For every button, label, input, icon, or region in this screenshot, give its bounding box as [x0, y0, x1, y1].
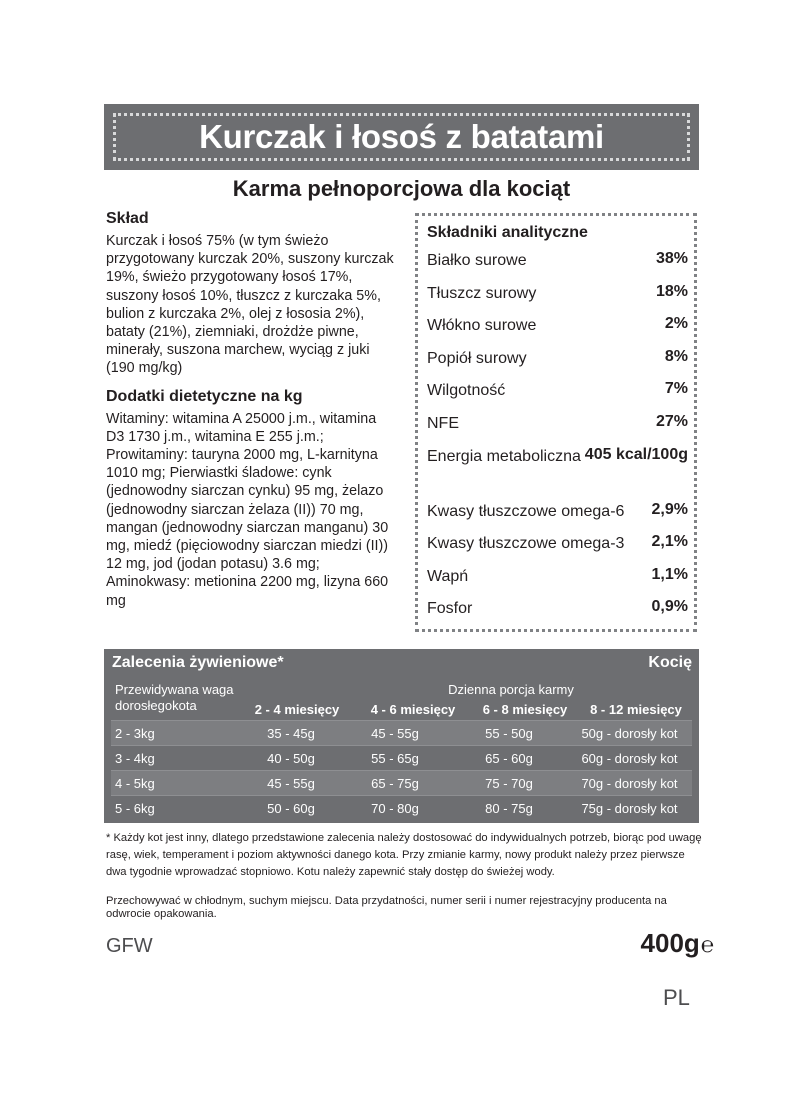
analytic-label: NFE	[427, 414, 459, 432]
feeding-footnote: * Każdy kot jest inny, dlatego przedstawione zalecenia należy dostosować do indywidualnych potrzeb, biorąc pod uwagę rasę, wiek, temperament i poziom aktywności danego kota. Przy zmianie karmy, nowy produkt należy przez pierwsze dwa tygodnie wprowadzać stopniowo. Kotu należy zapewnić stały dostęp do świeżej wody.	[106, 832, 702, 878]
feeding-heading: Zalecenia żywieniowe*	[112, 654, 284, 671]
analytic-label: Kwasy tłuszczowe omega-6	[427, 502, 625, 520]
analytic-value: 2%	[664, 315, 688, 333]
analytic-row	[427, 501, 688, 534]
analytic-row	[427, 446, 688, 501]
table-row	[111, 770, 692, 795]
analytic-row	[427, 566, 688, 599]
analytic-row	[427, 250, 688, 283]
net-weight	[641, 928, 714, 959]
table-cell: 45 - 55g	[267, 775, 315, 791]
table-cell: 70g - dorosły kot	[581, 775, 678, 791]
analytic-value: 27%	[655, 412, 688, 430]
product-title: Kurczak i łosoś z batatami	[113, 113, 690, 161]
analytic-row	[427, 413, 688, 446]
composition-heading: Skład	[106, 210, 149, 227]
title-banner	[104, 104, 699, 170]
col-month-header: 2 - 4 miesięcy	[254, 702, 340, 717]
table-cell: 60g - dorosły kot	[581, 750, 678, 766]
col-weight-header: Przewidywana waga dorosłegokota	[115, 682, 234, 713]
analytic-value: 18%	[655, 282, 688, 300]
col-month-header: 6 - 8 miesięcy	[482, 702, 568, 717]
analytic-label: Białko surowe	[427, 252, 527, 269]
table-cell: 50g - dorosły kot	[581, 725, 678, 741]
analytic-row	[427, 315, 688, 348]
feeding-table	[111, 678, 692, 820]
table-row	[111, 745, 692, 770]
brand-code: GFW	[106, 935, 153, 957]
table-cell: 75g - dorosły kot	[581, 800, 678, 816]
col-month-header: 4 - 6 miesięcy	[370, 702, 456, 717]
table-row	[111, 720, 692, 745]
analytic-value: 7%	[664, 380, 688, 398]
additives-heading: Dodatki dietetyczne na kg	[106, 387, 303, 405]
feeding-header	[104, 649, 699, 675]
feeding-life-stage: Kocię	[648, 654, 692, 671]
table-cell: 4 - 5kg	[115, 775, 155, 791]
table-cell: 65 - 75g	[371, 775, 419, 791]
estimated-sign-icon: ℮	[700, 933, 714, 958]
table-row	[111, 795, 692, 820]
additives-text: Witaminy: witamina A 25000 j.m., witamina D3 1730 j.m., witamina E 255 j.m.; Prowitaminy: tauryna 2000 mg, L-karnityna 1010 mg; Pierwiastki śladowe: cynk (jednowodny siarczan cynku) 95 mg, żelazo (jednowodny siarczan żelaza (II)) 70 mg, mangan (jednowodny siarczan manganu) 30 mg, miedź (pięciowodny siarczan miedzi (II)) 12 mg, jod (jodan potasu) 3.6 mg; Aminokwasy: metionina 2200 mg, lizyna 660 mg	[106, 410, 389, 609]
language-code: PL	[663, 985, 690, 1010]
analytic-row	[427, 380, 688, 413]
table-cell: 45 - 55g	[371, 725, 419, 741]
table-cell: 5 - 6kg	[115, 800, 155, 816]
table-cell: 75 - 70g	[485, 775, 533, 791]
analytic-label: Wilgotność	[427, 382, 506, 400]
table-cell: 55 - 50g	[485, 725, 533, 741]
table-cell: 80 - 75g	[485, 800, 533, 816]
composition-text: Kurczak i łosoś 75% (w tym świeżo przygotowany kurczak 20%, suszony kurczak 19%, świeżo przygotowany łosoś 17%, suszony łosoś 10%, tłuszcz z kurczaka 5%, bulion z kurczaka 2%, olej z łososia 2%), bataty (21%), ziemniaki, drożdże piwne, minerały, suszona marchew, wyciąg z juki (190 mg/kg)	[106, 233, 394, 377]
analytic-label: Fosfor	[427, 600, 473, 618]
table-cell: 50 - 60g	[267, 800, 315, 816]
analytic-row	[427, 533, 688, 566]
analytic-value: 8%	[664, 347, 688, 365]
analytic-value: 2,1%	[651, 533, 688, 551]
analytic-label: Energia metaboliczna	[427, 447, 581, 465]
analytic-row	[427, 283, 688, 316]
analytic-label: Włókno surowe	[427, 317, 537, 335]
storage-instructions: Przechowywać w chłodnym, suchym miejscu. Data przydatności, numer serii i numer rejestracyjny producenta na odwrocie opakowania.	[106, 895, 667, 920]
left-column	[106, 210, 398, 610]
analytical-heading: Składniki analityczne	[427, 224, 588, 241]
table-cell: 35 - 45g	[267, 725, 315, 741]
col-month-header: 8 - 12 miesięcy	[590, 702, 682, 717]
product-subtitle: Karma pełnoporcjowa dla kociąt	[232, 176, 571, 201]
analytical-constituents-box	[415, 213, 697, 632]
analytic-label: Popiół surowy	[427, 349, 527, 367]
net-weight-value: 400g	[640, 928, 700, 958]
table-cell: 65 - 60g	[485, 750, 533, 766]
table-cell: 40 - 50g	[267, 750, 315, 766]
table-cell: 3 - 4kg	[115, 750, 155, 766]
analytic-label: Wapń	[427, 567, 469, 585]
analytic-value: 38%	[655, 250, 688, 267]
analytic-label: Kwasy tłuszczowe omega-3	[427, 535, 625, 553]
analytic-value: 1,1%	[651, 565, 688, 583]
feeding-guide-panel	[104, 649, 699, 823]
analytic-value: 405 kcal/100g	[584, 445, 688, 463]
analytic-row	[427, 598, 688, 631]
feeding-table-header	[111, 678, 692, 720]
analytic-value: 0,9%	[651, 598, 688, 616]
table-cell: 55 - 65g	[371, 750, 419, 766]
col-daily-header: Dzienna porcja karmy	[448, 682, 574, 697]
table-cell: 70 - 80g	[371, 800, 419, 816]
analytic-label: Tłuszcz surowy	[427, 284, 537, 302]
table-cell: 2 - 3kg	[115, 725, 155, 741]
analytic-row	[427, 348, 688, 381]
analytic-value: 2,9%	[651, 500, 688, 518]
